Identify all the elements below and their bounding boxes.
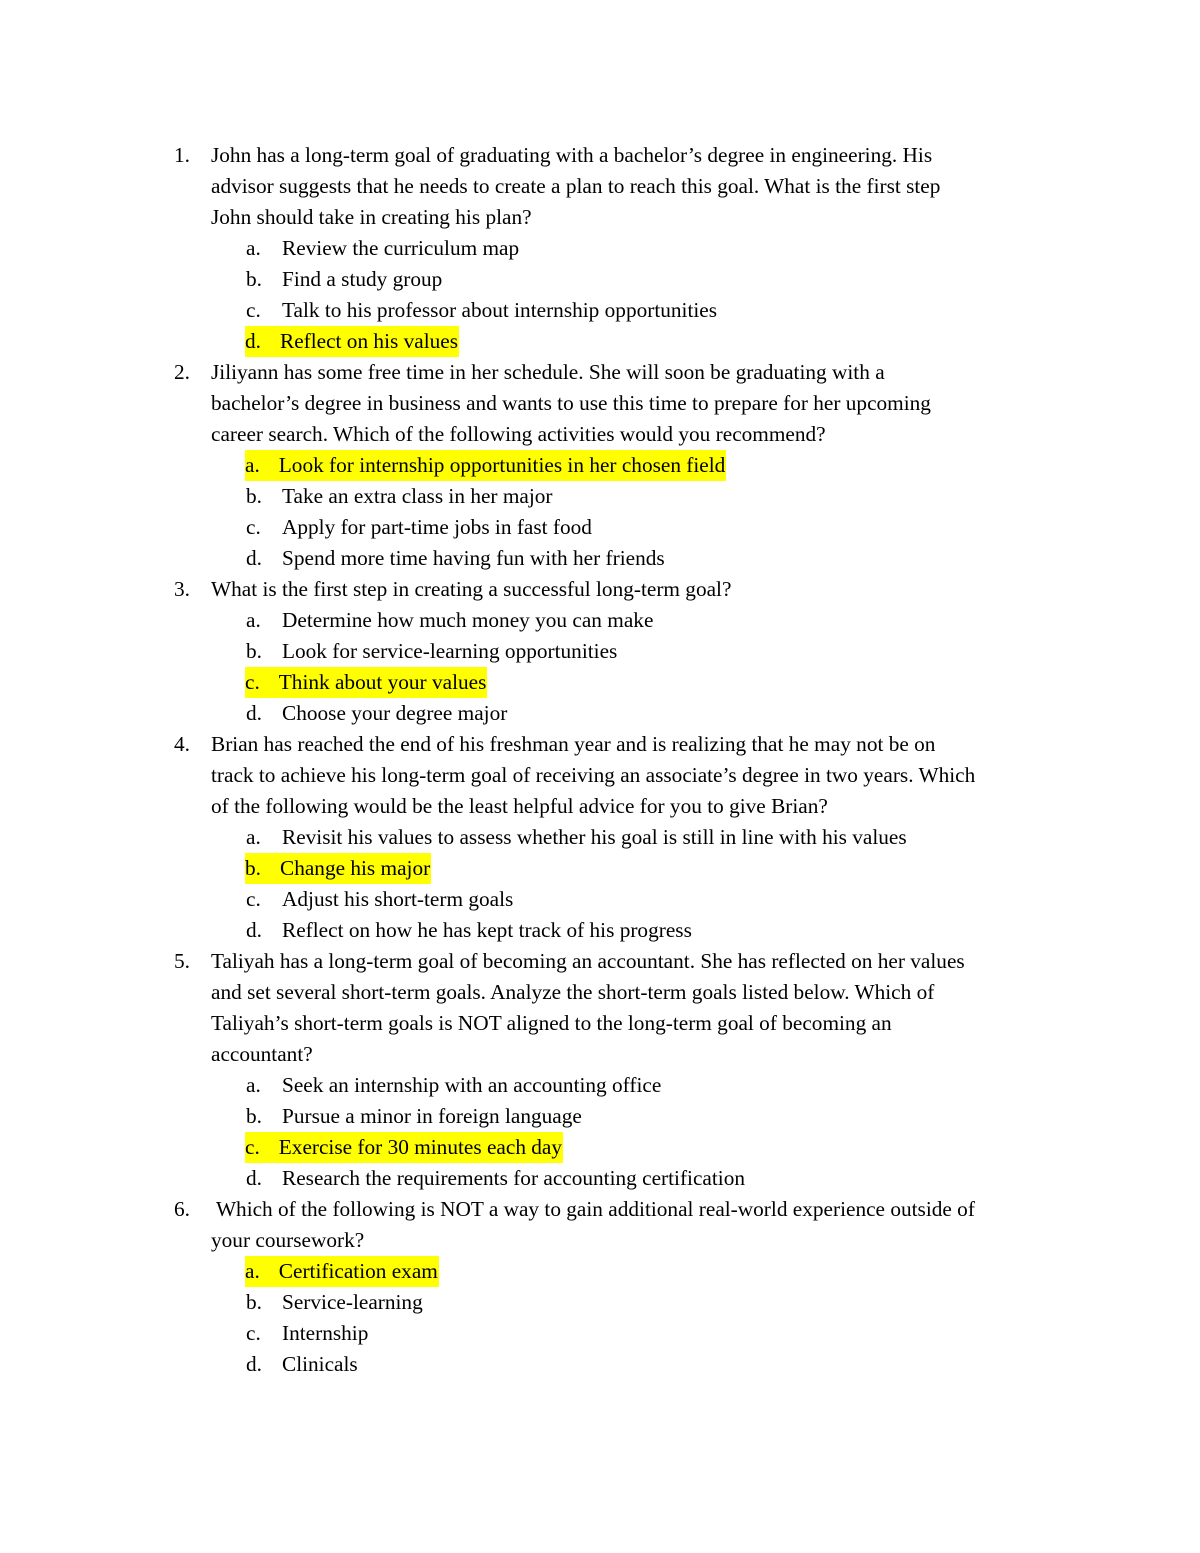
answer-option — [0, 1349, 1200, 1380]
answer-highlight — [245, 667, 487, 698]
option-letter: c. — [245, 1135, 260, 1159]
option-letter: c. — [246, 298, 261, 322]
question-text: Taliyah has a long-term goal of becoming an accountant. She has reflected on her values — [211, 949, 965, 973]
question-2 — [0, 357, 1200, 574]
question-line — [0, 1008, 1200, 1039]
option-letter: a. — [246, 236, 261, 260]
question-line — [0, 729, 1200, 760]
question-number: 3. — [174, 577, 190, 601]
question-line — [0, 419, 1200, 450]
question-number: 6. — [174, 1197, 190, 1221]
option-letter: b. — [246, 1104, 262, 1128]
question-line — [0, 202, 1200, 233]
option-letter: b. — [246, 267, 262, 291]
question-text: Taliyah’s short-term goals is NOT aligned to the long-term goal of becoming an — [211, 1011, 892, 1035]
option-letter: d. — [246, 701, 262, 725]
option-text: Exercise for 30 minutes each day — [278, 1135, 563, 1159]
question-number: 5. — [174, 949, 190, 973]
option-letter: b. — [246, 1290, 262, 1314]
answer-option — [0, 822, 1200, 853]
answer-option — [0, 512, 1200, 543]
answer-option — [0, 698, 1200, 729]
question-line — [0, 357, 1200, 388]
option-text: Adjust his short-term goals — [282, 887, 514, 911]
question-text: Which of the following is NOT a way to gain additional real-world experience outside of — [211, 1197, 975, 1221]
answer-option — [0, 1287, 1200, 1318]
answer-option — [0, 233, 1200, 264]
answer-option-highlighted — [0, 326, 1200, 357]
option-letter: b. — [245, 856, 261, 880]
answer-option-highlighted — [0, 450, 1200, 481]
question-line — [0, 760, 1200, 791]
answer-option — [0, 1163, 1200, 1194]
option-text: Spend more time having fun with her friends — [282, 546, 665, 570]
answer-option — [0, 605, 1200, 636]
option-letter: c. — [246, 1321, 261, 1345]
option-letter: c. — [245, 670, 260, 694]
option-text: Find a study group — [282, 267, 443, 291]
option-letter: a. — [246, 1073, 261, 1097]
question-3 — [0, 574, 1200, 729]
question-line — [0, 977, 1200, 1008]
question-number: 4. — [174, 732, 190, 756]
question-text: Jiliyann has some free time in her schedule. She will soon be graduating with a — [211, 360, 885, 384]
answer-highlight — [245, 1132, 563, 1163]
question-line — [0, 946, 1200, 977]
option-text: Think about your values — [278, 670, 487, 694]
option-text: Review the curriculum map — [282, 236, 520, 260]
answer-highlight — [245, 450, 726, 481]
answer-option — [0, 1070, 1200, 1101]
question-text: What is the first step in creating a successful long-term goal? — [211, 577, 732, 601]
answer-option — [0, 636, 1200, 667]
question-line — [0, 1039, 1200, 1070]
answer-highlight — [245, 1256, 439, 1287]
question-text: advisor suggests that he needs to create a plan to reach this goal. What is the first step — [211, 174, 941, 198]
option-letter: a. — [245, 1259, 260, 1283]
option-letter: c. — [246, 515, 261, 539]
option-text: Apply for part-time jobs in fast food — [282, 515, 592, 539]
option-letter: d. — [246, 1352, 262, 1376]
answer-option-highlighted — [0, 1256, 1200, 1287]
answer-option — [0, 543, 1200, 574]
option-letter: d. — [246, 918, 262, 942]
question-line — [0, 574, 1200, 605]
option-text: Reflect on his values — [279, 329, 459, 353]
option-text: Clinicals — [282, 1352, 358, 1376]
option-text: Research the requirements for accounting certification — [282, 1166, 745, 1190]
option-text: Seek an internship with an accounting office — [282, 1073, 662, 1097]
question-text: your coursework? — [211, 1228, 365, 1252]
question-line — [0, 388, 1200, 419]
option-text: Take an extra class in her major — [282, 484, 553, 508]
option-letter: a. — [246, 825, 261, 849]
option-text: Choose your degree major — [282, 701, 508, 725]
option-text: Internship — [282, 1321, 369, 1345]
option-text: Revisit his values to assess whether his goal is still in line with his values — [282, 825, 907, 849]
option-text: Change his major — [279, 856, 431, 880]
question-text: career search. Which of the following activities would you recommend? — [211, 422, 826, 446]
question-line — [0, 140, 1200, 171]
question-text: Brian has reached the end of his freshman year and is realizing that he may not be on — [211, 732, 936, 756]
question-4 — [0, 729, 1200, 946]
option-text: Talk to his professor about internship opportunities — [282, 298, 718, 322]
answer-option — [0, 481, 1200, 512]
option-text: Service-learning — [282, 1290, 423, 1314]
option-text: Look for service-learning opportunities — [282, 639, 618, 663]
question-5 — [0, 946, 1200, 1194]
question-text: of the following would be the least helpful advice for you to give Brian? — [211, 794, 828, 818]
question-line — [0, 171, 1200, 202]
question-text: John should take in creating his plan? — [211, 205, 532, 229]
option-text: Pursue a minor in foreign language — [282, 1104, 582, 1128]
option-text: Look for internship opportunities in her chosen field — [278, 453, 726, 477]
question-line — [0, 1225, 1200, 1256]
answer-option — [0, 264, 1200, 295]
option-letter: a. — [246, 608, 261, 632]
question-1 — [0, 140, 1200, 357]
question-text: and set several short-term goals. Analyze the short-term goals listed below. Which of — [211, 980, 935, 1004]
answer-option — [0, 1101, 1200, 1132]
option-text: Certification exam — [278, 1259, 438, 1283]
option-text: Determine how much money you can make — [282, 608, 654, 632]
option-text: Reflect on how he has kept track of his progress — [282, 918, 692, 942]
question-text: John has a long-term goal of graduating with a bachelor’s degree in engineering. His — [211, 143, 933, 167]
option-letter: d. — [246, 1166, 262, 1190]
question-text: bachelor’s degree in business and wants to use this time to prepare for her upcoming — [211, 391, 931, 415]
question-line — [0, 791, 1200, 822]
option-letter: c. — [246, 887, 261, 911]
answer-highlight — [245, 326, 459, 357]
question-line — [0, 1194, 1200, 1225]
answer-option — [0, 1318, 1200, 1349]
answer-option-highlighted — [0, 853, 1200, 884]
option-letter: b. — [246, 639, 262, 663]
option-letter: b. — [246, 484, 262, 508]
answer-option — [0, 295, 1200, 326]
option-letter: a. — [245, 453, 260, 477]
option-letter: d. — [245, 329, 261, 353]
question-text: track to achieve his long-term goal of receiving an associate’s degree in two years. Which — [211, 763, 976, 787]
answer-option — [0, 915, 1200, 946]
question-text: accountant? — [211, 1042, 313, 1066]
answer-option — [0, 884, 1200, 915]
question-number: 2. — [174, 360, 190, 384]
question-number: 1. — [174, 143, 190, 167]
question-6 — [0, 1194, 1200, 1380]
answer-option-highlighted — [0, 667, 1200, 698]
answer-highlight — [245, 853, 431, 884]
document-page — [0, 140, 1200, 1380]
answer-option-highlighted — [0, 1132, 1200, 1163]
option-letter: d. — [246, 546, 262, 570]
